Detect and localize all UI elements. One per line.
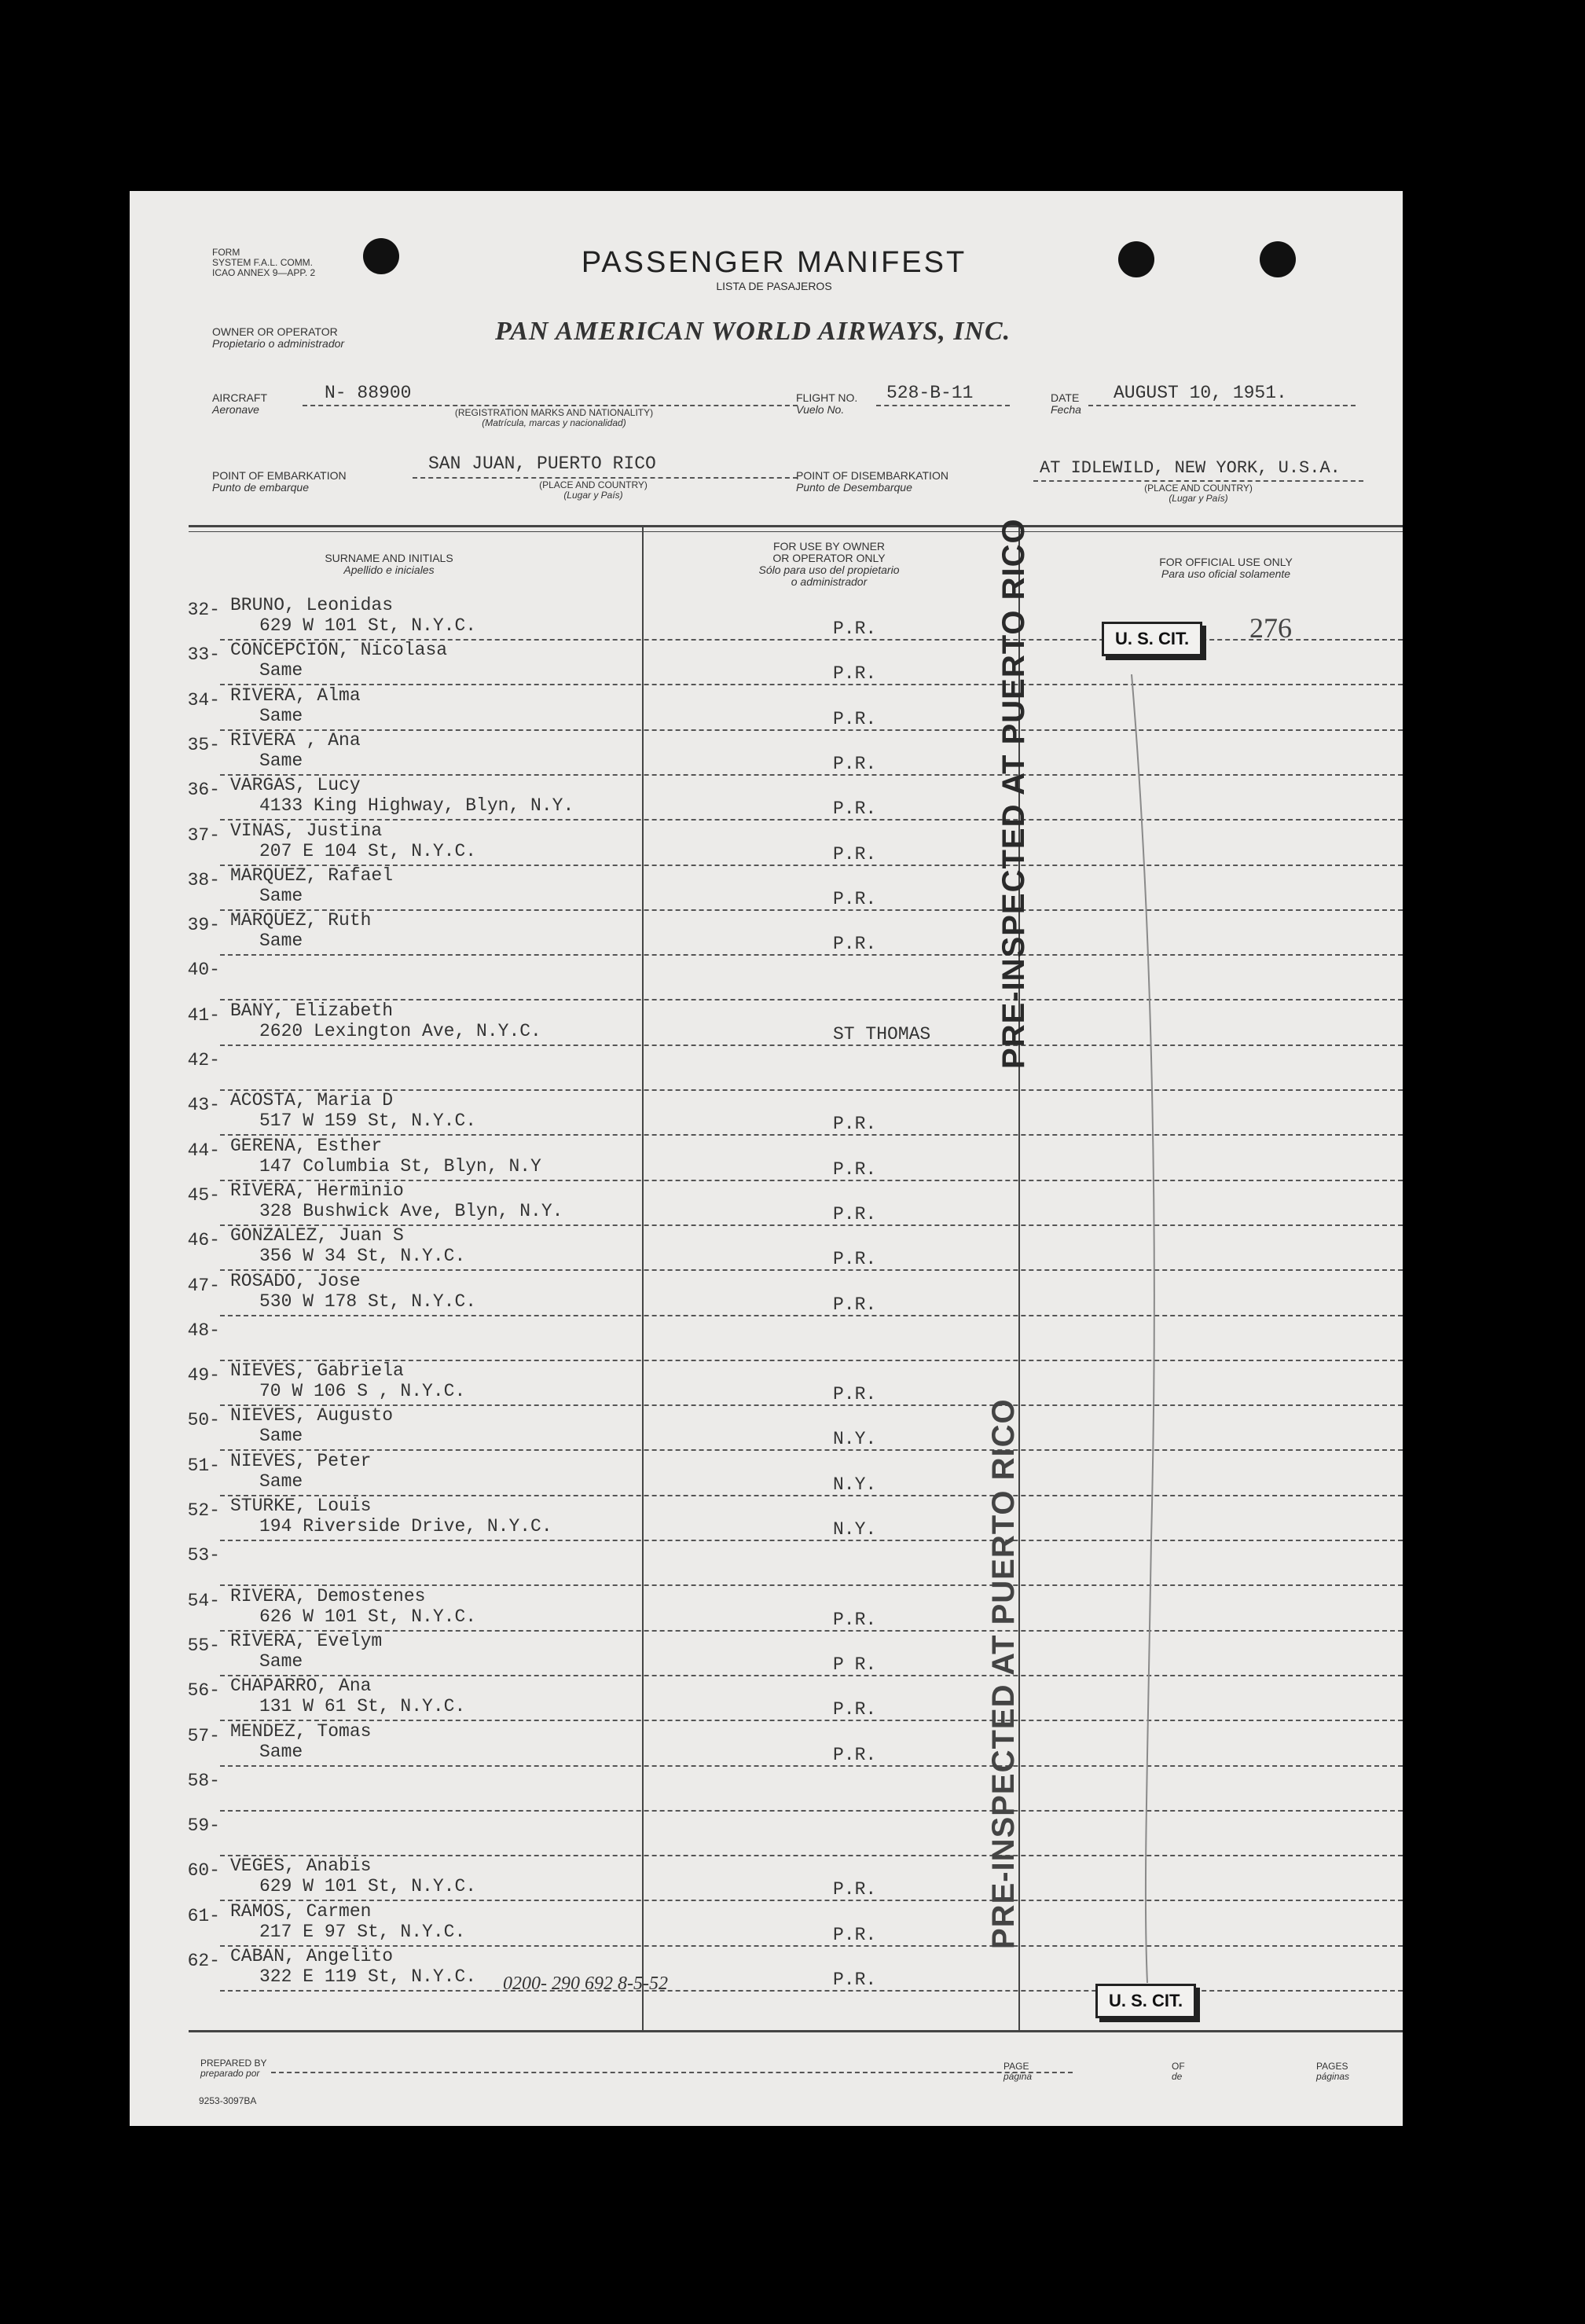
passenger-address: 629 W 101 St, N.Y.C. [259, 1876, 477, 1897]
passenger-name: RIVERA, Alma [230, 685, 361, 706]
row-number: 51- [187, 1455, 220, 1476]
owner-mark: P.R. [833, 799, 877, 820]
row-rule [220, 1045, 1403, 1046]
row-number: 35- [187, 734, 220, 755]
row-number: 32- [187, 600, 220, 620]
row-rule [220, 1404, 1403, 1406]
passenger-address: 328 Bushwick Ave, Blyn, N.Y. [259, 1200, 563, 1221]
date-label: DATE Fecha [1051, 391, 1081, 416]
row-number: 41- [187, 1004, 220, 1026]
pre-inspected-stamp: PRE-INSPECTED AT PUERTO RICO [986, 1398, 1021, 1949]
passenger-address: 626 W 101 St, N.Y.C. [259, 1606, 477, 1627]
passenger-name: VARGAS, Lucy [230, 775, 361, 796]
passenger-name: STURKE, Louis [230, 1496, 372, 1516]
owner-mark: N.Y. [833, 1519, 877, 1540]
passenger-name: RAMOS, Carmen [230, 1900, 372, 1922]
row-number: 48- [187, 1320, 220, 1341]
owner-mark: P.R. [833, 619, 877, 639]
passenger-address: 217 E 97 St, N.Y.C. [259, 1921, 466, 1942]
owner-label: OWNER OR OPERATOR Propietario o administrador [212, 325, 345, 350]
surname-header: SURNAME AND INITIALS Apellido e iniciales [325, 552, 453, 576]
us-cit-stamp: U. S. CIT. [1102, 622, 1202, 656]
embark-sub: (PLACE AND COUNTRY) (Lugar y País) [539, 479, 648, 501]
passenger-name: MARQUEZ, Rafael [230, 865, 394, 886]
row-number: 46- [187, 1230, 220, 1251]
row-rule [220, 865, 1403, 866]
passenger-address: 629 W 101 St, N.Y.C. [259, 615, 477, 636]
row-number: 52- [187, 1500, 220, 1521]
embark-label: POINT OF EMBARKATION Punto de embarque [212, 469, 347, 494]
table-top-rule [189, 525, 1403, 527]
row-number: 33- [187, 644, 220, 666]
row-rule [220, 1315, 1403, 1316]
page-title: PASSENGER MANIFEST [581, 246, 967, 279]
row-number: 62- [187, 1951, 220, 1971]
owner-mark: P.R. [833, 934, 877, 955]
row-number: 59- [187, 1816, 220, 1837]
form-code: FORM SYSTEM F.A.L. COMM. ICAO ANNEX 9—APP. 2 [212, 247, 316, 278]
pre-inspected-stamp: PRE-INSPECTED AT PUERTO RICO [996, 518, 1031, 1069]
passenger-name: GONZALEZ, Juan S [230, 1225, 404, 1246]
row-number: 54- [187, 1590, 220, 1611]
row-number: 45- [187, 1184, 220, 1206]
row-rule [220, 1855, 1403, 1856]
record-count: 276 [1249, 612, 1292, 644]
row-number: 38- [187, 869, 220, 890]
passenger-name: NIEVES, Peter [230, 1450, 372, 1471]
passenger-name: GERENA, Esther [230, 1135, 383, 1156]
row-rule [220, 774, 1403, 776]
owner-mark: P.R. [833, 1294, 877, 1315]
passenger-name: VEGES, Anabis [230, 1856, 372, 1877]
passenger-address: Same [259, 750, 303, 771]
form-number: 9253-3097BA [199, 2095, 257, 2106]
row-rule [220, 1765, 1403, 1767]
aircraft-label: AIRCRAFT Aeronave [212, 391, 267, 416]
passenger-name: ROSADO, Jose [230, 1270, 361, 1291]
of-label: OF de [1172, 2061, 1185, 2082]
row-number: 34- [187, 689, 220, 710]
title-block [570, 246, 978, 292]
passenger-name: RIVERA, Evelym [230, 1630, 383, 1651]
row-rule [220, 1449, 1403, 1451]
passenger-name: NIEVES, Augusto [230, 1405, 394, 1426]
table-bottom-rule [189, 2030, 1403, 2032]
row-number: 49- [187, 1365, 220, 1386]
passenger-name: NIEVES, Gabriela [230, 1360, 404, 1382]
passenger-address: 207 E 104 St, N.Y.C. [259, 840, 477, 861]
row-rule [220, 819, 1403, 821]
owner-use-header: FOR USE BY OWNER OR OPERATOR ONLY Sólo para uso del propietario o administrador [758, 540, 900, 588]
row-number: 39- [187, 915, 220, 936]
pages-label: PAGES páginas [1316, 2061, 1350, 2082]
passenger-name: ACOSTA, Maria D [230, 1090, 394, 1111]
passenger-address: Same [259, 705, 303, 726]
owner-mark: P.R. [833, 1879, 877, 1900]
passenger-address: Same [259, 1741, 303, 1762]
row-rule [220, 1495, 1403, 1496]
row-number: 42- [187, 1050, 220, 1070]
owner-mark: N.Y. [833, 1474, 877, 1495]
passenger-name: BANY, Elizabeth [230, 1000, 394, 1021]
row-rule [220, 1945, 1403, 1947]
row-number: 53- [187, 1545, 220, 1566]
owner-mark: P.R. [833, 1744, 877, 1765]
row-number: 40- [187, 960, 220, 981]
date-value: AUGUST 10, 1951. [1114, 383, 1287, 403]
row-rule [220, 1810, 1403, 1812]
flight-value: 528-B-11 [886, 383, 974, 403]
aircraft-value: N- 88900 [325, 383, 412, 403]
passenger-name: MENDEZ, Tomas [230, 1720, 372, 1742]
handwritten-reference: 0200- 290 692 8-5-52 [503, 1973, 668, 1994]
prepared-by-label: PREPARED BY preparado por [200, 2058, 267, 2079]
row-number: 36- [187, 780, 220, 801]
row-number: 61- [187, 1905, 220, 1926]
row-rule [220, 1720, 1403, 1721]
owner-mark: P.R. [833, 1203, 877, 1224]
owner-mark: P R. [833, 1654, 877, 1675]
row-rule [220, 1990, 1403, 1992]
disembark-label: POINT OF DISEMBARKATION Punto de Desembarque [796, 469, 948, 494]
passenger-address: 517 W 159 St, N.Y.C. [259, 1111, 477, 1132]
row-rule [220, 1269, 1403, 1271]
passenger-name: CHAPARRO, Ana [230, 1676, 372, 1697]
row-rule [220, 1134, 1403, 1136]
owner-mark: ST THOMAS [833, 1023, 931, 1045]
row-rule [220, 1540, 1403, 1541]
passenger-name: CONCEPCION, Nicolasa [230, 640, 448, 661]
passenger-address: 70 W 106 S , N.Y.C. [259, 1381, 466, 1402]
owner-mark: P.R. [833, 708, 877, 729]
owner-mark: P.R. [833, 1158, 877, 1180]
pencil-line [1128, 674, 1175, 1987]
row-number: 60- [187, 1860, 220, 1882]
row-rule [220, 684, 1403, 685]
disembark-sub: (PLACE AND COUNTRY) (Lugar y País) [1144, 483, 1253, 504]
disembark-value: AT IDLEWILD, NEW YORK, U.S.A. [1040, 458, 1341, 478]
passenger-address: 356 W 34 St, N.Y.C. [259, 1246, 466, 1267]
column-divider [642, 527, 644, 2030]
punch-hole [1260, 241, 1296, 277]
official-use-header: FOR OFFICIAL USE ONLY Para uso oficial solamente [1159, 556, 1293, 580]
page-label: PAGE página [1003, 2061, 1033, 2082]
passenger-address: 530 W 178 St, N.Y.C. [259, 1290, 477, 1312]
row-number: 47- [187, 1275, 220, 1296]
owner-mark: P.R. [833, 1609, 877, 1630]
manifest-sheet [130, 191, 1403, 2126]
passenger-name: RIVERA, Demostenes [230, 1585, 426, 1606]
punch-hole [1118, 241, 1154, 277]
passenger-address: 2620 Lexington Ave, N.Y.C. [259, 1020, 541, 1041]
row-rule [220, 729, 1403, 731]
row-number: 37- [187, 824, 220, 846]
passenger-address: Same [259, 885, 303, 906]
passenger-name: MARQUEZ, Ruth [230, 910, 372, 931]
row-rule [220, 909, 1403, 911]
passenger-name: VINAS, Justina [230, 820, 383, 841]
owner-mark: P.R. [833, 1699, 877, 1720]
owner-mark: P.R. [833, 1970, 877, 1990]
row-rule [220, 954, 1403, 956]
passenger-name: BRUNO, Leonidas [230, 595, 394, 615]
owner-mark: P.R. [833, 663, 877, 685]
owner-mark: P.R. [833, 753, 877, 774]
passenger-name: CABAN, Angelito [230, 1946, 394, 1966]
punch-hole [363, 238, 399, 274]
row-rule [220, 1630, 1403, 1632]
passenger-address: 4133 King Highway, Blyn, N.Y. [259, 795, 574, 817]
passenger-address: Same [259, 1650, 303, 1672]
row-number: 44- [187, 1140, 220, 1161]
owner-mark: P.R. [833, 888, 877, 909]
passenger-address: 194 Riverside Drive, N.Y.C. [259, 1516, 552, 1536]
row-rule [220, 1900, 1403, 1901]
passenger-address: 147 Columbia St, Blyn, N.Y [259, 1155, 541, 1177]
row-number: 58- [187, 1770, 220, 1791]
passenger-address: Same [259, 931, 303, 952]
row-number: 50- [187, 1410, 220, 1431]
passenger-address: Same [259, 660, 303, 681]
row-rule [220, 1675, 1403, 1676]
row-rule [220, 999, 1403, 1000]
owner-mark: P.R. [833, 1249, 877, 1270]
passenger-name: RIVERA , Ana [230, 729, 361, 751]
us-cit-stamp: U. S. CIT. [1095, 1984, 1196, 2018]
row-rule [220, 1089, 1403, 1091]
passenger-name: RIVERA, Herminio [230, 1180, 404, 1201]
owner-value: PAN AMERICAN WORLD AIRWAYS, INC. [495, 317, 1011, 346]
owner-mark: P.R. [833, 843, 877, 865]
row-number: 57- [187, 1725, 220, 1746]
flight-label: FLIGHT NO. Vuelo No. [796, 391, 858, 416]
page-subtitle: LISTA DE PASAJEROS [716, 280, 832, 292]
aircraft-sub: (REGISTRATION MARKS AND NATIONALITY) (Matrícula, marcas y nacionalidad) [454, 407, 654, 428]
passenger-address: 322 E 119 St, N.Y.C. [259, 1966, 477, 1987]
owner-mark: P.R. [833, 1384, 877, 1405]
passenger-address: Same [259, 1470, 303, 1492]
row-number: 56- [187, 1680, 220, 1702]
embark-value: SAN JUAN, PUERTO RICO [428, 453, 656, 474]
row-number: 55- [187, 1635, 220, 1656]
owner-mark: N.Y. [833, 1429, 877, 1450]
owner-mark: P.R. [833, 1924, 877, 1945]
passenger-address: 131 W 61 St, N.Y.C. [259, 1696, 466, 1717]
owner-mark: P.R. [833, 1114, 877, 1135]
row-number: 43- [187, 1095, 220, 1116]
passenger-address: Same [259, 1426, 303, 1447]
